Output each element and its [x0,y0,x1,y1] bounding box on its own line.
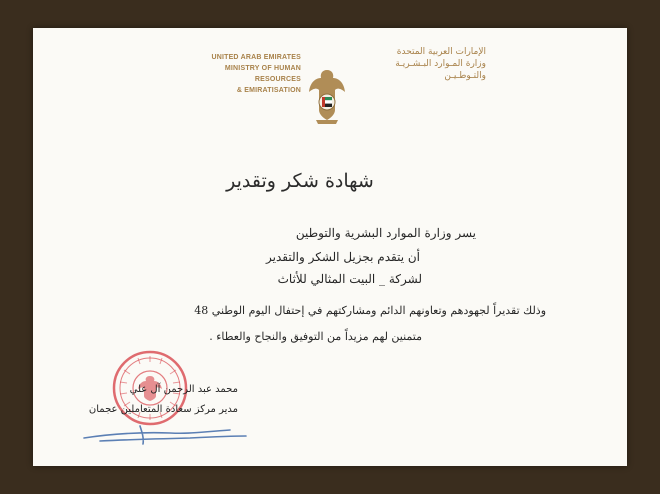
certificate-line-2: أن يتقدم بجزيل الشكر والتقدير [266,250,420,264]
certificate-title: شهادة شكر وتقدير [226,170,374,192]
signatory-name: محمد عبد الرحمن آل علي [129,384,238,395]
header-en-line-1: UNITED ARAB EMIRATES [211,54,301,61]
header-en-line-2: MINISTRY OF HUMAN RESOURCES [224,65,301,83]
header-ar-line-2: وزارة المـوارد البـشـريـة [395,59,486,69]
signatory-position: مدير مركز سعادة المتعاملين عجمان [88,404,238,415]
ministry-name-english [185,52,301,96]
header-ar-line-3: والتـوطـيـن [444,71,486,81]
certificate-line-5: متمنين لهم مزيداً من التوفيق والنجاح والعطاء . [209,330,422,343]
certificate-line-4: وذلك تقديراً لجهودهم وتعاونهم الدائم ومشاركتهم في إحتفال اليوم الوطني 48 [194,304,546,317]
header-en-line-3: & EMIRATISATION [236,87,301,94]
header-ar-line-1: الإمارات العربية المتحدة [396,47,486,57]
ministry-name-arabic [356,46,486,82]
handwritten-signature-icon [80,420,250,450]
certificate-recipient: لشركة _ البيت المثالي للأثاث [277,272,422,286]
certificate-line-1: يسر وزارة الموارد البشرية والتوطين [295,226,476,240]
uae-falcon-emblem-icon [306,66,348,126]
